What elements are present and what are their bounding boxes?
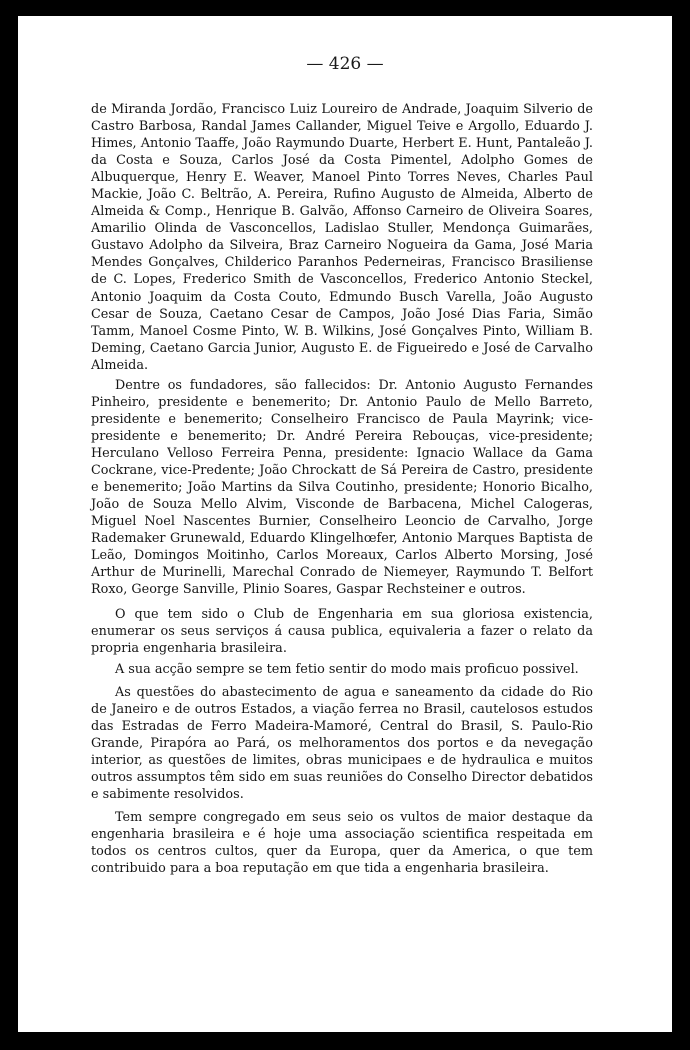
paragraph-club-action: A sua acção sempre se tem fetio sentir do modo mais proficuo possivel.: [115, 661, 579, 677]
paragraph-founders-deceased: Dentre os fundadores, são fallecidos: Dr. Antonio Augusto Fernandes Pinheiro, presidente e benemerito; Dr. Antonio Paulo de Mello Barreto, presidente e benemerito; Conselheiro Francisco de Paula Mayrink; vice-presidente e benemerito; Dr. André Pereira Rebouças, vice-presidente; Herculano Velloso Ferreira Penna, presidente: Ignacio Wallace da Gama Cockrane, vice-Predente; João Chrockatt de Sá Pereira de Castro, presidente e benemerito; João Martins da Silva Coutinho, presidente; Honorio Bicalho, João de Souza Mello Alvim, Visconde de Barbacena, Michel Calogeras, Miguel Noel Nascentes Burnier, Conselheiro Leoncio de Carvalho, Jorge Rademaker Grunewald, Eduardo Klingelhœfer, Antonio Marques Baptista de Leão, Domingos Moitinho, Carlos Moreaux, Carlos Alberto Morsing, José Arthur de Murinelli, Marechal Conrado de Niemeyer, Raymundo T. Belfort Roxo, George Sanville, Plinio Soares, Gaspar Rechsteiner e outros.: [91, 377, 593, 598]
paragraph-members-list: de Miranda Jordão, Francisco Luiz Loureiro de Andrade, Joaquim Silverio de Castro Barbosa, Randal James Callander, Miguel Teive e Argollo, Eduardo J. Himes, Antonio Taaffe, João Raymundo Duarte, Herbert E. Hunt, Pantaleão J. da Costa e Souza, Carlos José da Costa Pimentel, Adolpho Gomes de Albuquerque, Henry E. Weaver, Manoel Pinto Torres Neves, Charles Paul Mackie, João C. Beltrão, A. Pereira, Rufino Augusto de Almeida, Alberto de Almeida & Comp., Henrique B. Galvão, Affonso Carneiro de Oliveira Soares, Amarilio Olinda de Vasconcellos, Ladislao Stuller, Mendonça Guimarães, Gustavo Adolpho da Silveira, Braz Carneiro Nogueira da Gama, José Maria Mendes Gonçalves, Childerico Paranhos Pederneiras, Francisco Brasiliense de C. Lopes, Frederico Smith de Vasconcellos, Frederico Antonio Steckel, Antonio Joaquim da Costa Couto, Edmundo Busch Varella, João Augusto Cesar de Souza, Caetano Cesar de Campos, João José Dias Faria, Simão Tamm, Manoel Cosme Pinto, W. B. Wilkins, José Gonçalves Pinto, William B. Deming, Caetano Garcia Junior, Augusto E. de Figueiredo e José de Carvalho Almeida.: [91, 102, 593, 373]
paragraph-reputation: Tem sempre congregado em seus seio os vultos de maior destaque da engenharia brasileira e é hoje uma associação scientifica respeitada em todos os centros cultos, quer da Europa, quer da America, o que tem contribuido para a boa reputação em que tida a engenharia brasileira.: [91, 809, 593, 877]
paragraph-club-existence: O que tem sido o Club de Engenharia em sua gloriosa existencia, enumerar os seus serviços á causa publica, equivaleria a fazer o relato da propria engenharia brasileira.: [91, 607, 593, 657]
body-text: [91, 101, 593, 880]
document-page: [18, 16, 672, 1032]
paragraph-questions: As questões do abastecimento de agua e saneamento da cidade do Rio de Janeiro e de outros Estados, a viação ferrea no Brasil, cautelosos estudos das Estradas de Ferro Madeira-Mamoré, Central do Brasil, S. Paulo-Rio Grande, Pirapóra ao Pará, os melhoramentos dos portos e da nevegação interior, as questões de limites, obras municipaes e de hydraulica e muitos outros assumptos têm sido em suas reuniões do Conselho Director debatidos e sabimente resolvidos.: [91, 684, 593, 802]
page-number: — 426 —: [306, 54, 384, 74]
